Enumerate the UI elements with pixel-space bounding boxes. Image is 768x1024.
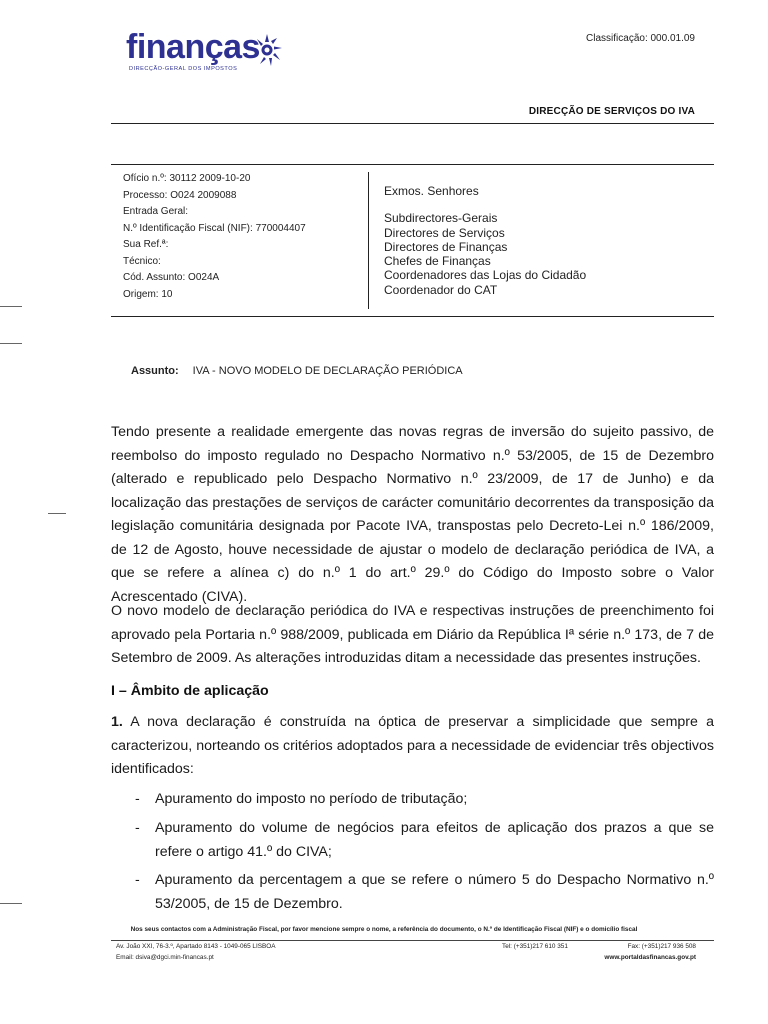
addressee-block xyxy=(384,184,586,297)
footer-email: Email: dsiva@dgci.min-financas.pt xyxy=(116,954,214,961)
divider xyxy=(111,316,714,317)
subject-line xyxy=(131,365,463,377)
recipient: Chefes de Finanças xyxy=(384,254,491,269)
logo-subtitle: DIRECÇÃO-GERAL DOS IMPOSTOS xyxy=(129,66,238,72)
recipient: Subdirectores-Gerais xyxy=(384,211,498,226)
dash-marker: - xyxy=(135,791,140,807)
footer-phone: Tel: (+351)217 610 351 xyxy=(502,943,568,950)
recipient: Coordenadores das Lojas do Cidadão xyxy=(384,268,587,283)
margin-mark xyxy=(0,306,22,307)
footer-fax: Fax: (+351)217 936 508 xyxy=(627,943,696,950)
reference-line: Origem: 10 xyxy=(123,288,173,300)
department-name: DIRECÇÃO DE SERVIÇOS DO IVA xyxy=(528,106,695,117)
reference-block xyxy=(123,171,306,303)
dash-marker: - xyxy=(135,820,140,836)
section-heading: I – Âmbito de aplicação xyxy=(111,683,269,699)
subject-text: IVA - NOVO MODELO DE DECLARAÇÃO PERIÓDICA xyxy=(192,365,463,377)
footer-note: Nos seus contactos com a Administração Fiscal, por favor mencione sempre o nome, a referência do documento, o N.º de Identificação Fiscal (NIF) e o domicílio fiscal xyxy=(130,926,638,933)
reference-line: Cód. Assunto: O024A xyxy=(123,272,220,283)
dash-marker: - xyxy=(135,872,140,888)
margin-mark xyxy=(48,513,66,514)
numbered-paragraph xyxy=(111,711,714,782)
item-text: A nova declaração é construída na óptica de preservar a simplicidade que sempre a caracterizou, norteando os critérios adoptados para a necessidade de evidenciar três objectivos identificados: xyxy=(111,714,714,777)
vertical-divider xyxy=(368,172,369,309)
divider xyxy=(111,164,714,165)
divider xyxy=(111,123,714,124)
footer-divider xyxy=(111,940,714,941)
reference-line: N.º Identificação Fiscal (NIF): 770004407 xyxy=(123,222,306,234)
sunburst-emblem-icon xyxy=(254,32,284,68)
margin-mark xyxy=(0,343,22,344)
recipient: Directores de Finanças xyxy=(384,239,508,254)
subject-label: Assunto: xyxy=(131,365,179,377)
reference-line: Sua Ref.ª: xyxy=(123,239,169,250)
classification-code: Classificação: 000.01.09 xyxy=(586,33,695,44)
footer-website-link[interactable]: www.portaldasfinancas.gov.pt xyxy=(604,954,696,961)
margin-mark xyxy=(0,903,22,904)
recipient: Directores de Serviços xyxy=(384,225,505,240)
reference-line: Entrada Geral: xyxy=(123,206,189,217)
list-item-text: Apuramento da percentagem a que se refere o número 5 do Despacho Normativo n.º 53/2005, de 15 de Dezembro. xyxy=(155,872,714,912)
list-item-text: Apuramento do imposto no período de tributação; xyxy=(155,791,468,807)
recipient: Coordenador do CAT xyxy=(384,282,498,297)
reference-line: Processo: O024 2009088 xyxy=(123,189,237,201)
item-number: 1. xyxy=(111,714,123,730)
body-paragraph: Tendo presente a realidade emergente das novas regras de inversão do sujeito passivo, de reembolso do imposto regulado no Despacho Normativo n.º 53/2005, de 15 de Dezembro (alterado e republicado pelo Despacho Normativo n.º 23/2009, de 17 de Junho) e da localização das prestações de serviços de carácter comunitário decorrentes da transposição da legislação comunitária designada por Pacote IVA, transpostas pelo Decreto-Lei n.º 186/2009, de 12 de Agosto, houve necessidade de ajustar o modelo de declaração periódica de IVA, a que se refere a alínea c) do n.º 1 do art.º 29.º do Código do Imposto sobre o Valor Acrescentado (CIVA). xyxy=(111,424,714,605)
reference-line: Técnico: xyxy=(123,255,161,267)
financas-logo xyxy=(126,30,286,80)
footer-address: Av. João XXI, 76-3.º, Apartado 8143 - 1049-065 LISBOA xyxy=(116,943,276,950)
greeting: Exmos. Senhores xyxy=(384,184,479,198)
reference-line: Ofício n.º: 30112 2009-10-20 xyxy=(123,173,251,184)
logo-wordmark: finanças xyxy=(126,28,260,66)
list-item-text: Apuramento do volume de negócios para efeitos de aplicação dos prazos a que se refere o artigo 41.º do CIVA; xyxy=(155,820,714,860)
body-paragraph: O novo modelo de declaração periódica do IVA e respectivas instruções de preenchimento foi aprovado pela Portaria n.º 988/2009, publicada em Diário da República Iª série n.º 173, de 7 de Setembro de 2009. As alterações introduzidas ditam a necessidade das presentes instruções. xyxy=(111,603,714,666)
